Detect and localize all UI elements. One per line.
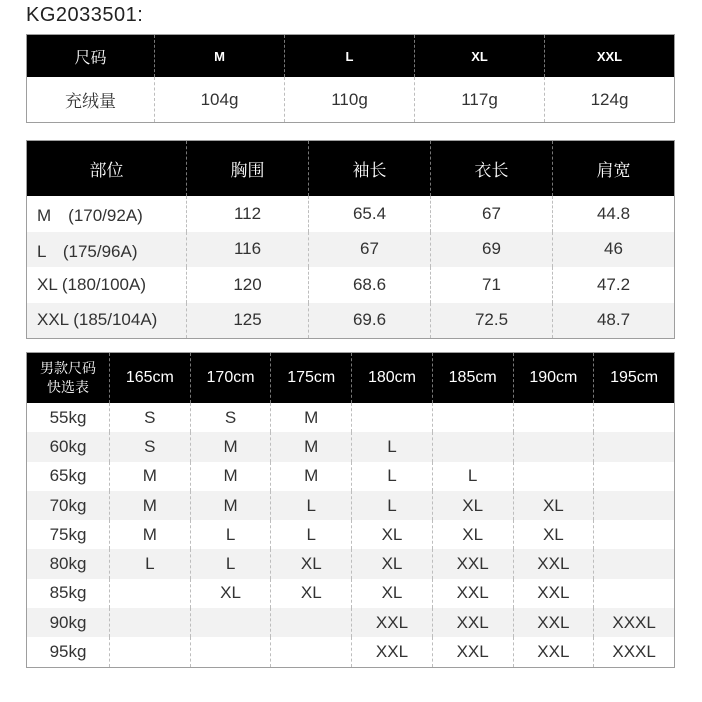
quick-size-row [27,579,675,608]
weight-label: 85kg [27,579,110,608]
measure-value: 71 [431,267,553,303]
quick-size-row [27,608,675,637]
quick-size-row [27,432,675,461]
weight-label: 95kg [27,637,110,667]
size-recommendation-cell: L [271,491,352,520]
size-recommendation-cell: XXL [513,637,594,667]
measure-value: 68.6 [309,267,431,303]
measurement-row [27,303,675,339]
height-header: 195cm [594,353,675,404]
size-recommendation-cell: XL [352,549,433,578]
measure-header-cell: 胸围 [187,141,309,197]
size-recommendation-cell [190,608,271,637]
size-recommendation-cell [513,462,594,491]
size-recommendation-cell: XL [352,579,433,608]
size-recommendation-cell [110,608,191,637]
size-recommendation-cell: XL [432,491,513,520]
size-recommendation-cell: S [190,403,271,432]
size-recommendation-cell: XXXL [612,642,656,662]
size-recommendation-cell [594,520,675,549]
fill-row-label: 充绒量 [27,77,155,123]
size-recommendation-cell [110,637,191,667]
measure-value: 67 [431,196,553,232]
size-recommendation-cell: M [271,403,352,432]
size-recommendation-cell: XXL [513,549,594,578]
height-header: 185cm [432,353,513,404]
size-recommendation-cell: M [271,432,352,461]
weight-label: 90kg [27,608,110,637]
size-recommendation-cell: L [271,520,352,549]
size-recommendation-cell: L [432,462,513,491]
weight-label: 80kg [27,549,110,578]
size-recommendation-cell [432,403,513,432]
size-recommendation-cell [271,637,352,667]
size-recommendation-cell: XL [513,491,594,520]
quick-table-corner [27,353,110,404]
weight-label: 60kg [27,432,110,461]
size-recommendation-cell: XL [190,579,271,608]
fill-value: 110g [285,77,415,123]
size-recommendation-cell: M [110,520,191,549]
size-recommendation-cell: XXL [432,608,513,637]
size-recommendation-cell: XXL [352,608,433,637]
size-recommendation-cell [271,608,352,637]
measure-value: 120 [187,267,309,303]
size-recommendation-cell: L [352,462,433,491]
measurement-row [27,196,675,232]
size-recommendation-cell [352,403,433,432]
quick-size-row [27,462,675,491]
weight-label: 65kg [27,462,110,491]
quick-table-header [27,353,675,404]
size-header: XXL [545,35,675,78]
size-recommendation-cell: XL [352,520,433,549]
measure-header-cell: 肩宽 [553,141,675,197]
corner-line: 快选表 [47,379,89,395]
size-recommendation-cell: M [190,462,271,491]
size-recommendation-cell: M [190,432,271,461]
quick-size-table [26,352,675,668]
measurement-table [26,140,675,339]
measure-header-cell: 袖长 [309,141,431,197]
down-fill-table [26,34,675,123]
height-header: 190cm [513,353,594,404]
quick-size-row [27,403,675,432]
size-recommendation-cell [594,491,675,520]
measurement-row [27,267,675,303]
measure-value: 112 [187,196,309,232]
quick-size-row [27,637,675,667]
measure-value: 65.4 [309,196,431,232]
size-spec-cell: L (175/96A) [27,232,187,268]
size-header: L [285,35,415,78]
measure-value: 44.8 [596,203,631,223]
size-recommendation-cell: L [352,491,433,520]
size-recommendation-cell: XL [432,520,513,549]
fill-table-header [27,35,675,78]
size-recommendation-cell [513,403,594,432]
height-header: 165cm [110,353,191,404]
size-recommendation-cell: L [352,432,433,461]
size-recommendation-cell: M [271,462,352,491]
size-recommendation-cell: XL [513,520,594,549]
size-recommendation-cell: XXL [432,579,513,608]
size-recommendation-cell: XXL [513,579,594,608]
fill-value: 117g [415,77,545,123]
size-recommendation-cell [594,579,675,608]
size-recommendation-cell [110,579,191,608]
size-recommendation-cell [594,432,675,461]
size-recommendation-cell: XXL [513,608,594,637]
size-recommendation-cell [594,462,675,491]
size-header: XL [415,35,545,78]
size-spec-cell: XXL (185/104A) [27,303,187,339]
size-recommendation-cell: XXL [432,549,513,578]
size-recommendation-cell [432,432,513,461]
height-header: 175cm [271,353,352,404]
measure-value: 116 [187,232,309,268]
weight-label: 75kg [27,520,110,549]
measurement-header [27,141,675,197]
size-header: M [155,35,285,78]
measure-value: 46 [553,232,675,268]
measure-value: 69.6 [309,303,431,339]
fill-value: 124g [545,77,675,123]
weight-label: 70kg [27,491,110,520]
measure-value: 47.2 [596,274,631,294]
size-recommendation-cell [190,637,271,667]
size-recommendation-cell: S [110,403,191,432]
height-header: 170cm [190,353,271,404]
size-recommendation-cell: M [190,491,271,520]
size-recommendation-cell: XXXL [594,608,675,637]
measure-value: 48.7 [553,303,675,339]
size-spec-cell: M (170/92A) [27,196,187,232]
corner-line: 男款尺码 [40,360,96,376]
measure-value: 125 [187,303,309,339]
measurement-row [27,232,675,268]
size-recommendation-cell: XXL [352,637,433,667]
size-recommendation-cell: XXL [432,637,513,667]
measure-header-cell: 衣长 [431,141,553,197]
size-recommendation-cell: L [190,520,271,549]
quick-size-row [27,491,675,520]
size-recommendation-cell: L [110,549,191,578]
weight-label: 55kg [27,403,110,432]
size-header-label: 尺码 [27,35,155,78]
measure-header-cell: 部位 [27,141,187,197]
measure-value: 69 [431,232,553,268]
quick-size-row [27,520,675,549]
size-recommendation-cell: XL [271,579,352,608]
size-recommendation-cell [594,549,675,578]
fill-value: 104g [155,77,285,123]
size-recommendation-cell: L [190,549,271,578]
size-spec-cell: XL (180/100A) [27,267,187,303]
height-header: 180cm [352,353,433,404]
size-recommendation-cell [513,432,594,461]
product-code: KG2033501: [26,4,144,26]
size-recommendation-cell [594,403,675,432]
quick-size-row [27,549,675,578]
measure-value: 67 [309,232,431,268]
fill-row [27,77,675,123]
size-recommendation-cell: XL [271,549,352,578]
size-recommendation-cell: S [110,432,191,461]
size-recommendation-cell: M [110,462,191,491]
size-recommendation-cell: M [110,491,191,520]
measure-value: 72.5 [431,303,553,339]
